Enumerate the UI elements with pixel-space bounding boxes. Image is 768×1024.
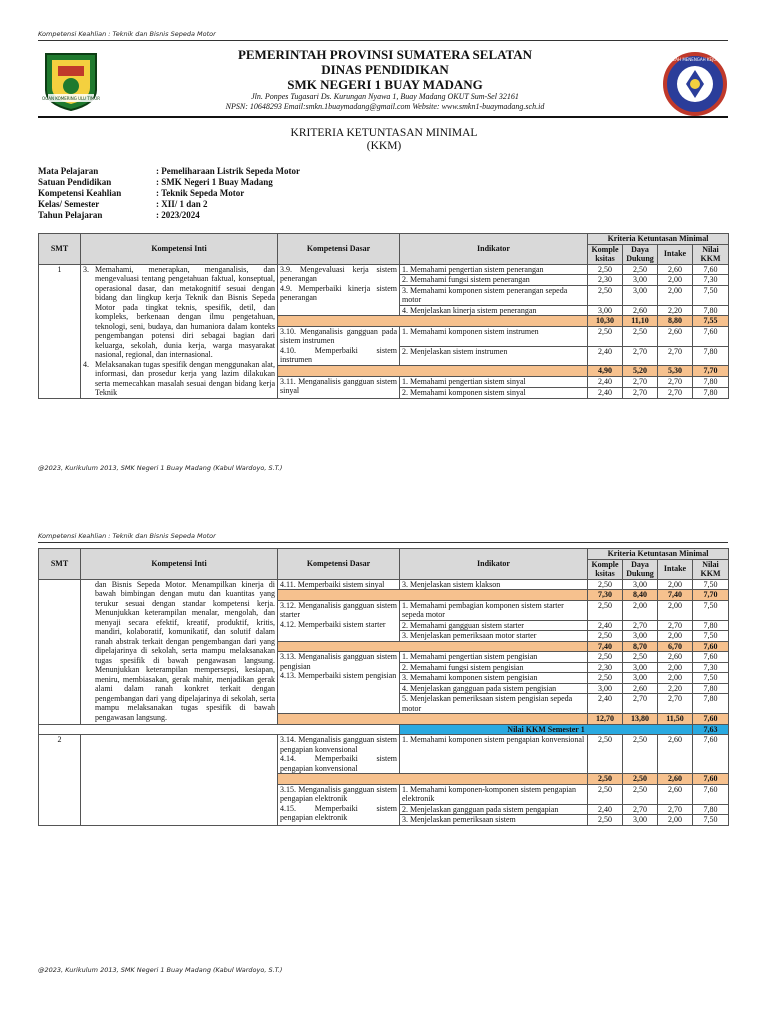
identity-block [38, 166, 300, 221]
intake-value: 7,40 [658, 590, 693, 601]
title-line-2: (KKM) [366, 140, 402, 152]
daya-dukung-value: 2,00 [623, 600, 658, 620]
nilai-kkm-value: 7,60 [693, 641, 729, 652]
daya-dukung-value: 3,00 [623, 631, 658, 642]
kompleksitas-value: 2,50 [588, 631, 623, 642]
title-line-1: KRITERIA KETUNTASAN MINIMAL [290, 127, 478, 139]
intake-value: 2,60 [658, 264, 693, 275]
kompetensi-dasar-cell [278, 784, 400, 825]
kompetensi-dasar-cell [278, 735, 400, 774]
identity-value: : XII/ 1 dan 2 [156, 199, 208, 209]
regency-logo [40, 50, 102, 112]
kompetensi-dasar-item: 4.13. Memperbaiki sistem pengisian [280, 671, 397, 680]
daya-dukung-value: 2,50 [623, 652, 658, 663]
semester-cell [39, 579, 81, 724]
col-smt: SMT [39, 234, 81, 265]
kompleksitas-value: 2,50 [588, 735, 623, 774]
kompleksitas-value: 4,90 [588, 366, 623, 377]
intake-value: 2,70 [658, 804, 693, 815]
kompetensi-dasar-item: 3.14. Menganalisis gangguan sistem pengapian konvensional [280, 735, 397, 754]
intake-value: 2,70 [658, 346, 693, 366]
header-rule [38, 40, 728, 41]
semester-1-blank [39, 724, 400, 735]
daya-dukung-value: 2,70 [623, 388, 658, 399]
page-header: Kompetensi Keahlian : Teknik dan Bisnis Sepeda Motor [38, 30, 216, 38]
intake-value: 2,70 [658, 376, 693, 387]
intake-value: 5,30 [658, 366, 693, 377]
indikator-cell: 2. Memahami fungsi sistem pengisian [400, 662, 588, 673]
daya-dukung-value: 3,00 [623, 815, 658, 826]
kompleksitas-value: 2,30 [588, 275, 623, 286]
indikator-cell: 4. Menjelaskan gangguan pada sistem pengisian [400, 683, 588, 694]
kompetensi-inti-item [83, 360, 275, 398]
intake-value: 2,60 [658, 774, 693, 785]
daya-dukung-value: 2,70 [623, 694, 658, 714]
header-rule-2 [38, 542, 728, 543]
kompleksitas-value: 3,00 [588, 305, 623, 316]
indikator-cell: 1. Memahami komponen sistem instrumen [400, 326, 588, 346]
nilai-kkm-value: 7,50 [693, 815, 729, 826]
col-kriteria: Kriteria Ketuntasan Minimal [588, 549, 729, 560]
nilai-kkm-value: 7,80 [693, 346, 729, 366]
page-footer: @2023, Kurikulum 2013, SMK Negeri 1 Buay Madang (Kabul Wardoyo, S.T.) [38, 464, 283, 472]
nilai-kkm-value: 7,60 [693, 326, 729, 346]
kompetensi-dasar-cell [278, 264, 400, 316]
intake-value: 2,00 [658, 815, 693, 826]
kompleksitas-value: 7,40 [588, 641, 623, 652]
semester-1-label: Nilai KKM Semester 1 [400, 724, 693, 735]
daya-dukung-value: 2,50 [623, 264, 658, 275]
kompetensi-inti-cell [81, 735, 278, 826]
col-daya-dukung: Daya Dukung [623, 559, 658, 579]
kompleksitas-value: 10,30 [588, 316, 623, 327]
nilai-kkm-value: 7,50 [693, 579, 729, 590]
kompleksitas-value: 2,50 [588, 264, 623, 275]
nilai-kkm-value: 7,60 [693, 774, 729, 785]
col-intake: Intake [658, 559, 693, 579]
daya-dukung-value: 13,80 [623, 714, 658, 725]
svg-text:OGAN KOMERING ULU TIMUR: OGAN KOMERING ULU TIMUR [41, 96, 101, 101]
kompleksitas-value: 2,50 [588, 285, 623, 305]
kompetensi-dasar-item: 3.9. Mengevaluasi kerja sistem penerangan [280, 264, 397, 283]
col-kriteria: Kriteria Ketuntasan Minimal [588, 234, 729, 245]
kompetensi-dasar-cell [278, 652, 400, 714]
nilai-kkm-value: 7,80 [693, 683, 729, 694]
kompetensi-dasar-item: 4.10. Memperbaiki sistem instrumen [280, 345, 397, 364]
intake-value: 2,70 [658, 620, 693, 631]
nilai-kkm-value: 7,55 [693, 316, 729, 327]
nilai-kkm-value: 7,50 [693, 673, 729, 684]
identity-value: : 2023/2024 [156, 210, 200, 220]
nilai-kkm-value: 7,60 [693, 652, 729, 663]
kompetensi-inti-text: Memahami, menerapkan, menganalisis, dan mengevaluasi tentang pengetahuan faktual, konseptual, operasional dasar, dan metakognitif sesuai dengan bidang dan lingkup kerja Teknik dan Bisnis Sepeda Motor pada tingkat teknis, spesifik, detil, dan kompleks, berkenaan dengan ilmu pengetahuan, teknologi, seni, budaya, dan humaniora dalam konteks pengembangan potensi diri sebagai bagian dari keluarga, sekolah, dunia kerja, warga masyarakat nasional, regional, dan internasional. [95, 264, 275, 359]
indikator-cell: 3. Memahami komponen sistem penerangan sepeda motor [400, 285, 588, 305]
semester-cell: 2 [39, 735, 81, 826]
kompetensi-dasar-item: 4.12. Memperbaiki sistem starter [280, 619, 386, 629]
identity-row [38, 166, 300, 177]
nilai-kkm-value: 7,80 [693, 694, 729, 714]
kompleksitas-value: 2,40 [588, 346, 623, 366]
intake-value: 2,60 [658, 652, 693, 663]
daya-dukung-value: 11,10 [623, 316, 658, 327]
kompetensi-dasar-item: 3.11. Menganalisis gangguan sistem sinyal [280, 376, 397, 396]
daya-dukung-value: 8,70 [623, 641, 658, 652]
col-indikator: Indikator [400, 234, 588, 265]
daya-dukung-value: 2,60 [623, 683, 658, 694]
kompetensi-inti-text: Melaksanakan tugas spesifik dengan menggunakan alat, informasi, dan prosedur kerja yang lazim dilakukan serta memecahkan masalah sesuai dengan bidang kerja Teknik [95, 359, 275, 397]
indikator-cell: 2. Memahami komponen sistem sinyal [400, 388, 588, 399]
kompetensi-inti-number: 3. [83, 264, 89, 274]
intake-value: 2,00 [658, 275, 693, 286]
kompetensi-dasar-item: 3.12. Menganalisis gangguan sistem starter [280, 600, 397, 619]
daya-dukung-value: 2,70 [623, 620, 658, 631]
kompetensi-dasar-item: 4.15. Memperbaiki sistem pengapian elektronik [280, 803, 397, 822]
col-smt: SMT [39, 549, 81, 580]
nilai-kkm-value: 7,80 [693, 620, 729, 631]
indikator-cell: 2. Memahami gangguan sistem starter [400, 620, 588, 631]
indikator-cell: 1. Memahami pengertian sistem penerangan [400, 264, 588, 275]
nilai-kkm-value: 7,50 [693, 600, 729, 620]
intake-value: 2,00 [658, 285, 693, 305]
nilai-kkm-value: 7,50 [693, 285, 729, 305]
kompleksitas-value: 2,50 [588, 784, 623, 804]
kompleksitas-value: 2,50 [588, 815, 623, 826]
indikator-cell: 3. Menjelaskan sistem klakson [400, 579, 588, 590]
nilai-kkm-value: 7,30 [693, 662, 729, 673]
table-head-2 [39, 549, 729, 580]
identity-label: Kompetensi Keahlian [38, 188, 122, 198]
intake-value: 2,60 [658, 326, 693, 346]
daya-dukung-value: 8,40 [623, 590, 658, 601]
daya-dukung-value: 3,00 [623, 662, 658, 673]
page-footer-2: @2023, Kurikulum 2013, SMK Negeri 1 Buay Madang (Kabul Wardoyo, S.T.) [38, 966, 283, 974]
indikator-cell: 5. Menjelaskan pemeriksaan sistem pengisian sepeda motor [400, 694, 588, 714]
nilai-kkm-value: 7,50 [693, 631, 729, 642]
daya-dukung-value: 2,60 [623, 305, 658, 316]
col-ki: Kompetensi Inti [81, 549, 278, 580]
identity-label: Tahun Pelajaran [38, 210, 103, 220]
page-header-2: Kompetensi Keahlian : Teknik dan Bisnis Sepeda Motor [38, 532, 216, 540]
indikator-cell: 1. Memahami pembagian komponen sistem starter sepeda motor [400, 600, 588, 620]
daya-dukung-value: 5,20 [623, 366, 658, 377]
kompleksitas-value: 2,50 [588, 326, 623, 346]
indikator-cell: 2. Menjelaskan sistem instrumen [400, 346, 588, 366]
semester-cell: 1 [39, 264, 81, 398]
indikator-cell: 3. Menjelaskan pemeriksaan sistem [400, 815, 588, 826]
kompetensi-inti-cell: dan Bisnis Sepeda Motor. Menampilkan kinerja di bawah bimbingan dengan mutu dan kuantitas yang terukur sesuai dengan standar kompetensi kerja. Menunjukkan keterampilan menalar, mengolah, dan menyaji secara efektif, kreatif, produktif, kritis, mandiri, kolaboratif, komunikatif, dan solutif dalam ranah abstrak terkait dengan pengembangan dari yang dipelajarinya di sekolah, serta mampu melaksanakan tugas spesifik di bawah pengawasan langsung. Menunjukkan keterampilan mempersepsi, kesiapan, meniru, membiasakan, gerak mahir, menjadikan gerak alami dalam ranah konkret terkait dengan pengembangan dari yang dipelajarinya di sekolah, serta mampu melaksanakan tugas spesifik di bawah pengawasan langsung. [81, 579, 278, 724]
kompetensi-dasar-item: 3.13. Menganalisis gangguan sistem pengisian [280, 652, 397, 671]
intake-value: 2,20 [658, 683, 693, 694]
col-daya-dukung: Daya Dukung [623, 244, 658, 264]
kompetensi-dasar-item: 3.15. Menganalisis gangguan sistem pengapian elektronik [280, 784, 397, 803]
indikator-cell: 3. Memahami komponen sistem pengisian [400, 673, 588, 684]
kompetensi-dasar-cell [278, 376, 400, 398]
col-kompleksitas: Komple ksitas [588, 559, 623, 579]
kop-contact: NPSN: 10648293 Email:smkn.1buaymadang@gmail.com Website: www.smkn1-buaymadang.sch.id [225, 102, 545, 111]
col-nilai-kkm: Nilai KKM [693, 559, 729, 579]
subtotal-blank [278, 316, 588, 327]
nilai-kkm-value: 7,60 [693, 264, 729, 275]
kompleksitas-value: 2,30 [588, 662, 623, 673]
col-indikator: Indikator [400, 549, 588, 580]
kompetensi-dasar-cell [278, 579, 400, 590]
daya-dukung-value: 3,00 [623, 579, 658, 590]
col-nilai-kkm: Nilai KKM [693, 244, 729, 264]
daya-dukung-value: 2,50 [623, 784, 658, 804]
daya-dukung-value: 2,50 [623, 735, 658, 774]
col-kd: Kompetensi Dasar [278, 549, 400, 580]
identity-row [38, 210, 300, 221]
table-row [39, 579, 729, 590]
kompetensi-inti-item [83, 265, 275, 360]
kompetensi-dasar-item: 4.14. Memperbaiki sistem pengapian konvensional [280, 754, 397, 773]
svg-text:SEKOLAH MENENGAH KEJURUAN: SEKOLAH MENENGAH KEJURUAN [662, 57, 728, 62]
kompleksitas-value: 2,40 [588, 388, 623, 399]
nilai-kkm-value: 7,80 [693, 376, 729, 387]
daya-dukung-value: 3,00 [623, 285, 658, 305]
kompleksitas-value: 2,40 [588, 376, 623, 387]
identity-row [38, 199, 300, 210]
kompetensi-inti-number: 4. [83, 359, 89, 369]
nilai-kkm-value: 7,80 [693, 305, 729, 316]
daya-dukung-value: 2,50 [623, 774, 658, 785]
daya-dukung-value: 2,70 [623, 346, 658, 366]
kop-line-3: SMK NEGERI 1 BUAY MADANG [287, 77, 483, 92]
identity-label: Satuan Pendidikan [38, 177, 112, 187]
intake-value: 2,60 [658, 735, 693, 774]
school-logo [660, 52, 730, 116]
kompleksitas-value: 2,50 [588, 579, 623, 590]
indikator-cell: 1. Memahami komponen-komponen sistem pengapian elektronik [400, 784, 588, 804]
indikator-cell: 3. Menjelaskan pemeriksaan motor starter [400, 631, 588, 642]
nilai-kkm-value: 7,60 [693, 784, 729, 804]
daya-dukung-value: 2,70 [623, 804, 658, 815]
intake-value: 2,00 [658, 673, 693, 684]
intake-value: 6,70 [658, 641, 693, 652]
intake-value: 2,00 [658, 579, 693, 590]
kompleksitas-value: 7,30 [588, 590, 623, 601]
identity-value: : Pemeliharaan Listrik Sepeda Motor [156, 166, 300, 176]
nilai-kkm-value: 7,60 [693, 735, 729, 774]
indikator-cell: 2. Menjelaskan gangguan pada sistem pengapian [400, 804, 588, 815]
daya-dukung-value: 3,00 [623, 673, 658, 684]
intake-value: 2,20 [658, 305, 693, 316]
nilai-kkm-value: 7,80 [693, 804, 729, 815]
col-ki: Kompetensi Inti [81, 234, 278, 265]
nilai-kkm-value: 7,80 [693, 388, 729, 399]
semester-1-kkm-row [39, 724, 729, 735]
kkm-table-page-1 [38, 233, 729, 399]
subtotal-blank [278, 590, 588, 601]
kompleksitas-value: 2,50 [588, 673, 623, 684]
nilai-kkm-value: 7,70 [693, 590, 729, 601]
subtotal-blank [278, 714, 588, 725]
intake-value: 2,00 [658, 600, 693, 620]
intake-value: 2,60 [658, 784, 693, 804]
table-row [39, 264, 729, 275]
kop-address: Jln. Ponpes Tugasari Ds. Kurungan Nyawa 1, Buay Madang OKUT Sum-Sel 32161 [251, 92, 519, 101]
kompleksitas-value: 2,40 [588, 694, 623, 714]
subtotal-blank [278, 641, 588, 652]
table-row [39, 735, 729, 774]
kop-line-2: DINAS PENDIDIKAN [321, 62, 449, 77]
identity-label: Kelas/ Semester [38, 199, 100, 209]
indikator-cell: 2. Memahami fungsi sistem penerangan [400, 275, 588, 286]
indikator-cell: 1. Memahami komponen sistem pengapian konvensional [400, 735, 588, 774]
col-kompleksitas: Komple ksitas [588, 244, 623, 264]
identity-row [38, 188, 300, 199]
nilai-kkm-value: 7,30 [693, 275, 729, 286]
letterhead [170, 47, 600, 112]
kompleksitas-value: 2,40 [588, 804, 623, 815]
table-head [39, 234, 729, 265]
kompetensi-dasar-item: 4.11. Memperbaiki sistem sinyal [280, 579, 385, 589]
identity-value: : Teknik Sepeda Motor [156, 188, 245, 198]
identity-value: : SMK Negeri 1 Buay Madang [156, 177, 273, 187]
intake-value: 2,70 [658, 694, 693, 714]
intake-value: 2,00 [658, 662, 693, 673]
kompleksitas-value: 2,50 [588, 600, 623, 620]
letterhead-rule [38, 116, 728, 118]
kompleksitas-value: 2,50 [588, 774, 623, 785]
col-kd: Kompetensi Dasar [278, 234, 400, 265]
nilai-kkm-value: 7,70 [693, 366, 729, 377]
daya-dukung-value: 3,00 [623, 275, 658, 286]
kkm-table-page-2 [38, 548, 729, 826]
indikator-cell: 4. Menjelaskan kinerja sistem penerangan [400, 305, 588, 316]
kompetensi-dasar-item: 3.10. Menganalisis gangguan pada sistem instrumen [280, 326, 397, 345]
intake-value: 8,80 [658, 316, 693, 327]
kompleksitas-value: 2,40 [588, 620, 623, 631]
nilai-kkm-value: 7,60 [693, 714, 729, 725]
kompleksitas-value: 12,70 [588, 714, 623, 725]
kompetensi-dasar-item: 4.9. Memperbaiki kinerja sistem penerangan [280, 283, 397, 302]
document-title [0, 127, 768, 153]
identity-row [38, 177, 300, 188]
kompetensi-dasar-cell [278, 600, 400, 641]
kompleksitas-value: 3,00 [588, 683, 623, 694]
semester-1-value: 7,63 [693, 724, 729, 735]
intake-value: 2,00 [658, 631, 693, 642]
col-intake: Intake [658, 244, 693, 264]
kop-line-1: PEMERINTAH PROVINSI SUMATERA SELATAN [237, 47, 533, 62]
intake-value: 11,50 [658, 714, 693, 725]
kompetensi-inti-cell [81, 264, 278, 398]
indikator-cell: 1. Memahami pengertian sistem sinyal [400, 376, 588, 387]
indikator-cell: 1. Memahami pengertian sistem pengisian [400, 652, 588, 663]
kompleksitas-value: 2,50 [588, 652, 623, 663]
identity-label: Mata Pelajaran [38, 166, 99, 176]
kompetensi-dasar-cell [278, 326, 400, 366]
daya-dukung-value: 2,70 [623, 376, 658, 387]
intake-value: 2,70 [658, 388, 693, 399]
daya-dukung-value: 2,50 [623, 326, 658, 346]
subtotal-blank [278, 774, 588, 785]
subtotal-blank [278, 366, 588, 377]
